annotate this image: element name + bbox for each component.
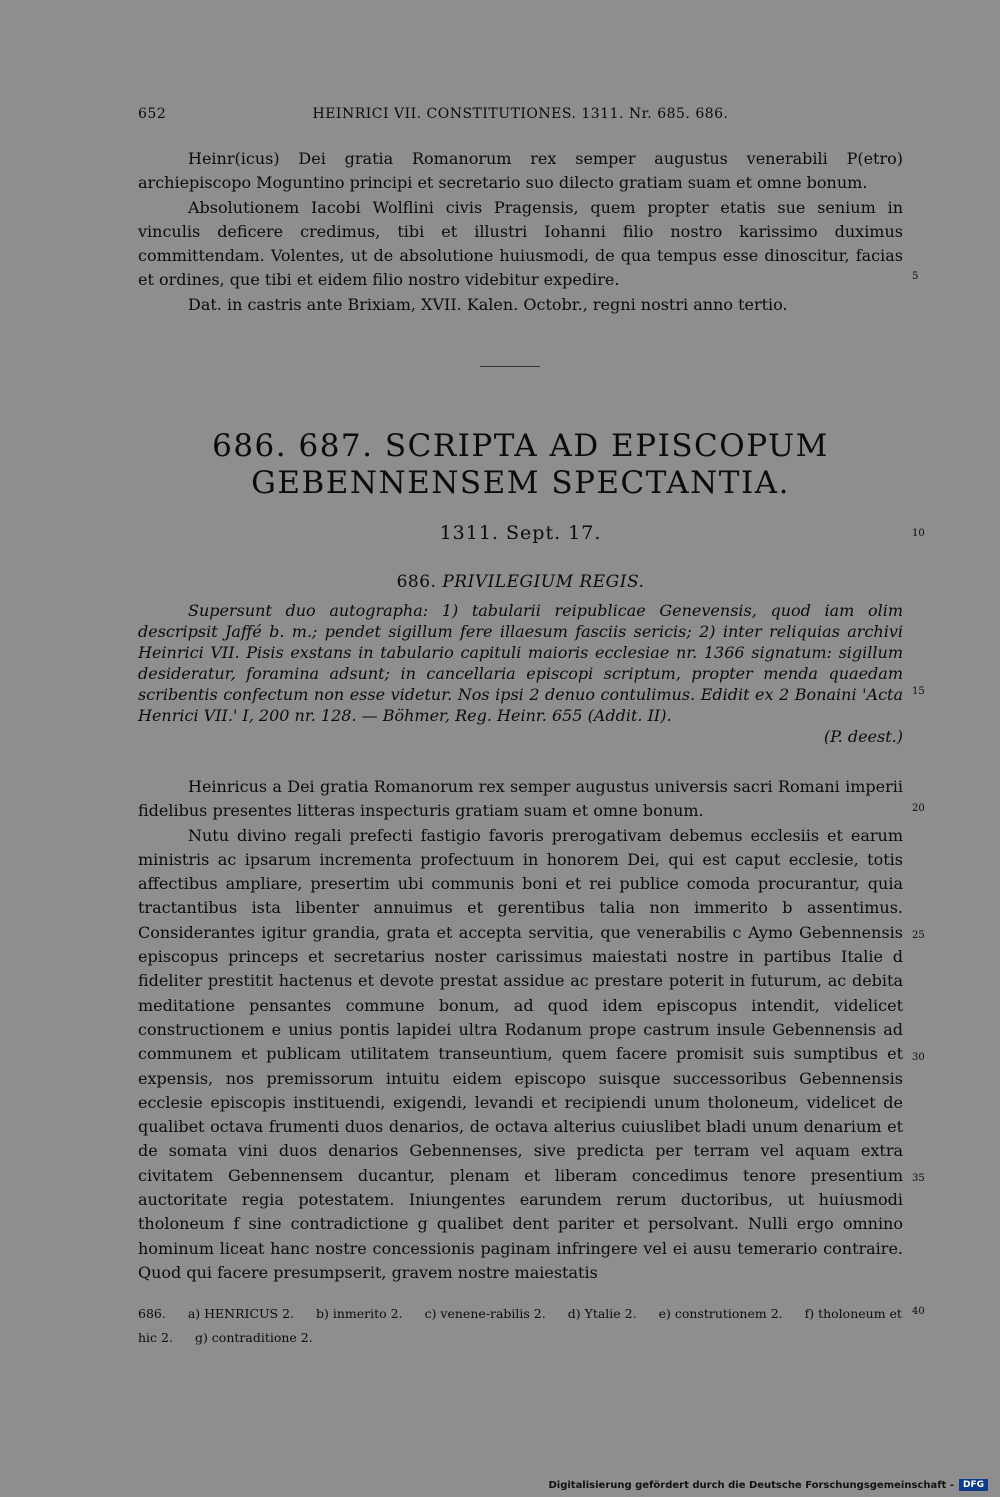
footnote-f: f) tholoneum et hic 2.	[138, 1306, 902, 1345]
doc-686-number: 686.	[396, 572, 437, 592]
footnote-a: a) HENRICUS 2.	[187, 1306, 295, 1321]
running-header	[138, 106, 903, 128]
footnote-b: b) inmerito 2.	[316, 1306, 403, 1321]
dfg-logo: DFG	[959, 1479, 988, 1491]
doc-686-salutation: Heinricus a Dei gratia Romanorum rex semper augustus universis sacri Romani imperii fidelibus presentes litteras inspecturis gratiam suam et omne bonum.	[138, 777, 903, 821]
running-title: HEINRICI VII. CONSTITUTIONES. 1311. Nr. 685. 686.	[312, 106, 729, 122]
doc-685-dating: Dat. in castris ante Brixiam, XVII. Kalen. Octobr., regni nostri anno tertio.	[188, 294, 788, 314]
margin-line-number: 5	[912, 271, 919, 282]
dfg-credit	[548, 1479, 988, 1491]
margin-line-number: 35	[912, 1173, 925, 1184]
margin-line-number: 10	[912, 528, 925, 539]
margin-line-number: 40	[912, 1306, 925, 1317]
doc-686-title: PRIVILEGIUM REGIS.	[442, 572, 645, 592]
section-title-line2: GEBENNENSEM SPECTANTIA.	[251, 465, 790, 501]
page-number: 652	[138, 106, 167, 122]
section-title-line1: 686. 687. SCRIPTA AD EPISCOPUM	[212, 428, 829, 464]
doc-686-heading	[138, 572, 903, 592]
footnotes	[138, 1302, 903, 1350]
footnote-c: c) venene-rabilis 2.	[424, 1306, 546, 1321]
doc-685-salutation: Heinr(icus) Dei gratia Romanorum rex semper augustus venerabili P(etro) archiepiscopo Moguntino principi et secretario suo dilecto gratiam suam et omne bonum.	[138, 149, 903, 193]
doc-686-text: Nutu divino regali prefecti fastigio favoris prerogativam debemus ecclesiis et earum ministris ac ipsarum incrementa profectuum in honorem Dei, qui est caput ecclesie, totis affectibus ampliare, presertim ubi communis boni et rei publice comoda procurantur, quia tractantibus ista libenter annuimus et gerentibus talia non immerito b assentimus. Considerantes igitur grandia, grata et accepta servitia, que venerabilis c Aymo Gebennensis episcopus princeps et secretarius noster carissimus maiestati nostre in partibus Italie d fideliter prestitit hactenus et devote prestat assidue ac prestare poterit in futurum, ac debita meditatione pensantes commune bonum, ad quod idem episcopus intendit, videlicet constructionem e unius pontis lapidei ultra Rodanum prope castrum insule Gebennensis ad communem et publicam utilitatem transeuntium, quem facere promisit suis sumptibus et expensis, nos premissorum intuitu eidem episcopo suisque successoribus Gebennensis ecclesie episcopis instituendi, exigendi, levandi et recipiendi unum tholoneum, videlicet de qualibet octava frumenti duos denarios, de octava alterius cuiuslibet bladi unum denarium et de somata vini duos denarios Gebennenses, sive predicta per terram vel aquam extra civitatem Gebennensem ducantur, plenam et liberam concedimus tenore presentium auctoritate regia potestatem. Iniungentes earundem rerum ductoribus, ut huiusmodi tholoneum f sine contradictione g qualibet dent pariter et persolvant. Nulli ergo omnino hominum liceat hanc nostre concessionis paginam infringere vel ei ausu temerario contraire. Quod qui facere presumpserit, gravem nostre maiestatis	[138, 825, 903, 1282]
margin-line-number: 25	[912, 930, 925, 941]
margin-line-number: 30	[912, 1052, 925, 1063]
doc-686-intro-end: (P. deest.)	[823, 727, 903, 746]
dfg-credit-text: Digitalisierung gefördert durch die Deutsche Forschungsgemeinschaft -	[548, 1479, 954, 1491]
doc-686-body	[138, 775, 903, 1285]
footnote-label: 686.	[138, 1306, 166, 1321]
separator-rule	[480, 366, 540, 368]
footnote-d: d) Ytalie 2.	[567, 1306, 637, 1321]
doc-685-text: Absolutionem Iacobi Wolflini civis Pragensis, quem propter etatis sue senium in vinculis deficere credimus, tibi et illustri Iohanni filio nostro karissimo duximus committendam. Volentes, ut de absolutione huiusmodi, de qua tempus esse dinoscitur, facias et ordines, que tibi et eidem filio nostro videbitur expedire.	[138, 197, 903, 290]
margin-line-number: 20	[912, 803, 925, 814]
section-date: 1311. Sept. 17.	[439, 522, 602, 544]
doc-686-intro-text: Supersunt duo autographa: 1) tabularii reipublicae Genevensis, quod iam olim descripsit Jaffé b. m.; pendet sigillum fere illaesum fasciis sericis; 2) inter reliquias archivi Heinrici VII. Pisis exstans in tabulario capituli maioris ecclesiae nr. 1366 signatum: sigillum desideratur, foramina adsunt; in cancellaria episcopi scriptum, propter menda quaedam scribentis confectum non esse videtur. Nos ipsi 2 denuo contulimus. Edidit ex 2 Bonaini 'Acta Henrici VII.' I, 200 nr. 128. — Böhmer, Reg. Heinr. 655 (Addit. II).	[138, 601, 903, 725]
doc-686-intro	[138, 600, 903, 747]
footnote-e: e) construtionem 2.	[658, 1306, 783, 1321]
doc-685-body	[138, 147, 903, 317]
margin-line-number: 15	[912, 686, 925, 697]
footnote-g: g) contraditione 2.	[194, 1330, 313, 1345]
